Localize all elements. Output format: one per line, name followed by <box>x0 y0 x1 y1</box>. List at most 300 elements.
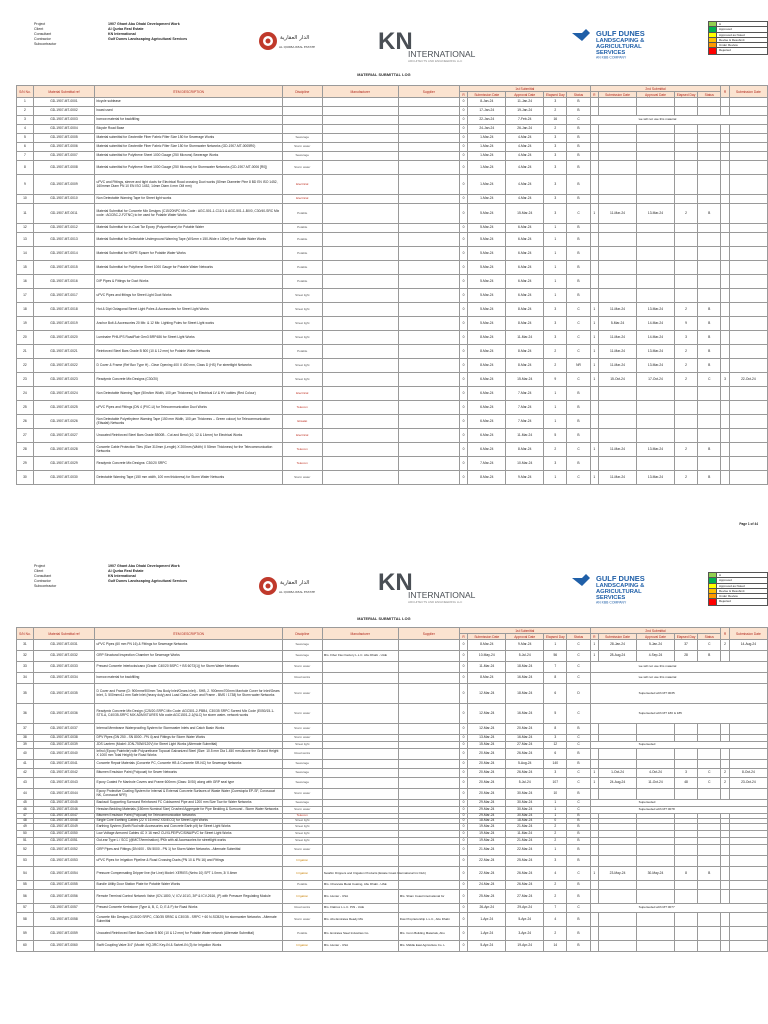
cell-elapsed <box>674 98 697 107</box>
cell-status: B <box>698 359 721 373</box>
cell-elapsed: 2 <box>544 824 567 831</box>
cell-supplier <box>398 824 459 831</box>
legend-label: A <box>719 22 722 26</box>
cell-submission-date: 11-Mar-24 <box>599 471 637 485</box>
cell-supplier <box>398 881 459 890</box>
info-label: Project <box>34 564 46 568</box>
cell-supplier <box>398 778 459 789</box>
cell-ref: GD-1907-MT-0032 <box>33 651 94 662</box>
cell-item: Single Core Earthing Cables (22 X 16 mm2 XSI/ECG) for Street Light Works <box>95 819 283 824</box>
cell-item: Material Submittal for Concrete Mix Designs (C15/20NPC Mix Code : AGC-501-1-C11/1 & AGC-501-1-B0/0, C30/40-SRC Mix code : AGCBC-2-F2TNC) to be used for Potable Water Works <box>95 204 283 224</box>
cell-rev <box>590 724 598 735</box>
col-status: Status <box>567 634 590 640</box>
cell-status: C <box>567 800 590 807</box>
cell-status <box>698 890 721 904</box>
cell-sr: 58 <box>17 913 34 927</box>
cell-approval-date: 4-Mar-24 <box>506 134 544 143</box>
cell-elapsed <box>674 457 697 471</box>
cell-elapsed <box>674 735 697 742</box>
cell-sr: 47 <box>17 814 34 819</box>
cell-approval-date: 30-Mar-24 <box>506 789 544 800</box>
cell-submission-date: 1-Mar-24 <box>468 161 506 175</box>
cell-sr: 57 <box>17 904 34 913</box>
cell-discipline: Storm water <box>282 735 322 742</box>
cell-status <box>698 429 721 443</box>
cell-status <box>698 125 721 134</box>
cell-status: C <box>567 373 590 387</box>
cell-submission-date: 11-Mar-24 <box>599 359 637 373</box>
legend-label: Revise & Resubmit <box>719 588 745 593</box>
cell-manufacturer <box>322 345 398 359</box>
client-logo-text: AL QURBA REAL ESTATE <box>279 590 315 594</box>
cell-approval-date: 4-Sep-24 <box>637 651 675 662</box>
cell-rev: 0 <box>459 107 467 116</box>
cell-elapsed: 140 <box>544 760 567 769</box>
cell-rev: 0 <box>459 735 467 742</box>
cell-supplier <box>398 845 459 856</box>
cell-rev <box>721 760 729 769</box>
legend-label: Under Review <box>719 43 738 48</box>
cell-item: borrow material for backfilling <box>95 673 283 684</box>
cell-ref: GD-1907-MT-0026 <box>33 415 94 429</box>
cell-remark: Superseded with MT 0078 <box>590 807 767 814</box>
legend-swatch <box>709 33 717 37</box>
cell-approval-date <box>637 175 675 195</box>
cell-approval-date: 15-Mar-24 <box>506 204 544 224</box>
cell-approval-date: 6-Mar-24 <box>506 233 544 247</box>
cell-submission-date <box>599 224 637 233</box>
cell-sr: 41 <box>17 760 34 769</box>
cell-discipline: Storm water <box>282 662 322 673</box>
cell-status: B <box>567 814 590 819</box>
cell-status: D <box>567 684 590 704</box>
cell-remark: we will not use this material <box>590 116 767 125</box>
cell-item: Bicycle Road Base <box>95 125 283 134</box>
cell-ref: GD-1907-MT-0006 <box>33 143 94 152</box>
cell-submission-date <box>729 443 767 457</box>
contractor-logo <box>570 572 682 604</box>
table-row <box>17 662 768 673</box>
cell-submission-date <box>599 429 637 443</box>
cell-supplier <box>398 471 459 485</box>
cell-manufacturer <box>322 640 398 651</box>
cell-status: B <box>567 890 590 904</box>
cell-approval-date: 4-Mar-24 <box>506 195 544 204</box>
cell-rev <box>590 125 598 134</box>
cell-elapsed <box>674 161 697 175</box>
cell-status: B <box>698 651 721 662</box>
cell-elapsed: 3 <box>544 735 567 742</box>
cell-rev: 0 <box>459 429 467 443</box>
cell-ref: GD-1907-MT-0044 <box>33 789 94 800</box>
cell-approval-date: 30-Mar-24 <box>506 814 544 819</box>
cell-manufacturer <box>322 831 398 838</box>
cell-elapsed <box>674 890 697 904</box>
cell-submission-date: 28-Aug-24 <box>599 651 637 662</box>
cell-ref: GD-1907-MT-0016 <box>33 275 94 289</box>
cell-supplier <box>398 345 459 359</box>
cell-rev: 0 <box>459 845 467 856</box>
cell-elapsed: 1 <box>544 800 567 807</box>
cell-supplier: M/s. Conn Building Materials, Abu <box>398 927 459 941</box>
cell-elapsed: 3 <box>544 195 567 204</box>
cell-item: Uncoated Reinforced Steel Bars Grade B500B - Cut and Bend (10, 12 & 14mm) for Electrical Works <box>95 429 283 443</box>
cell-rev <box>590 941 598 952</box>
cell-rev: 0 <box>459 401 467 415</box>
cell-elapsed <box>674 845 697 856</box>
cell-approval-date: 11-Jan-24 <box>506 98 544 107</box>
cell-sr: 48 <box>17 819 34 824</box>
cell-approval-date: 11-Oct-24 <box>637 778 675 789</box>
cell-status: B <box>698 867 721 881</box>
cell-discipline: Telecom <box>282 457 322 471</box>
cell-submission-date: 23-May-24 <box>599 867 637 881</box>
cell-rev: 0 <box>459 331 467 345</box>
cell-supplier <box>398 856 459 867</box>
cell-submission-date: 11-Mar-24 <box>599 303 637 317</box>
cell-item: uPVC Pipes for Irrigation Pipeline & Road Crossing Ducts (PN 10 & PN 16) and Fittings <box>95 856 283 867</box>
cell-sr: 32 <box>17 651 34 662</box>
cell-ref: GD-1907-MT-0002 <box>33 107 94 116</box>
cell-submission-date <box>599 125 637 134</box>
cell-status: C <box>698 778 721 789</box>
cell-rev: 1 <box>590 651 598 662</box>
client-logo-arabic: الدار العقارية <box>280 580 310 586</box>
cell-manufacturer <box>322 116 398 125</box>
cell-item: Concrete Mix Designs (C15/20 SRPC, C30/35 SRBC & C30/35 - SRPC + 60 N-SCB20) for stormwater Networks - Alternate Submittal <box>95 913 283 927</box>
cell-rev <box>721 387 729 401</box>
table-row <box>17 125 768 134</box>
cell-submission-date <box>729 401 767 415</box>
cell-item: Material submittal for Geotextile Fiber Fabric Filter Size 150 for Stormwater Networks (GD-1907-MT-0005R0) <box>95 143 283 152</box>
cell-submission-date <box>729 867 767 881</box>
cell-elapsed <box>674 749 697 760</box>
cell-submission-date: 5-Mar-24 <box>468 275 506 289</box>
cell-approval-date: 27-Mar-24 <box>506 890 544 904</box>
cell-approval-date: 5-Aug-24 <box>506 760 544 769</box>
cell-submission-date: 20-Mar-24 <box>468 789 506 800</box>
cell-rev: 1 <box>590 867 598 881</box>
cell-manufacturer <box>322 289 398 303</box>
cell-rev <box>721 415 729 429</box>
cell-submission-date <box>599 856 637 867</box>
cell-status: B <box>567 152 590 161</box>
log-page-2 <box>0 563 768 1024</box>
cell-status: B <box>698 303 721 317</box>
cell-remark: Superseded with MT 0077 <box>590 904 767 913</box>
cell-supplier <box>398 373 459 387</box>
table-row <box>17 443 768 457</box>
submittal-rows <box>17 98 768 485</box>
cell-submission-date <box>599 175 637 195</box>
cell-approval-date: 11-Mar-24 <box>506 429 544 443</box>
cell-submission-date <box>599 261 637 275</box>
cell-rev <box>721 457 729 471</box>
cell-item: Precast Concrete Kerbstone (Type A, B, C, D, E & F) for Road Works <box>95 904 283 913</box>
col-elapsed: Elapsed Day <box>544 634 567 640</box>
cell-rev <box>590 195 598 204</box>
table-row <box>17 824 768 831</box>
cell-manufacturer <box>322 224 398 233</box>
cell-approval-date <box>637 789 675 800</box>
cell-approval-date: 30-May-24 <box>637 867 675 881</box>
cell-rev <box>590 856 598 867</box>
info-label: Client <box>34 27 44 32</box>
cell-supplier <box>398 704 459 724</box>
cell-manufacturer <box>322 684 398 704</box>
cell-manufacturer <box>322 760 398 769</box>
cell-status <box>698 161 721 175</box>
cell-discipline: Irrigation <box>282 856 322 867</box>
cell-remark: Superseded with MT 0035 <box>590 684 767 704</box>
cell-approval-date: 8-Mar-24 <box>506 317 544 331</box>
cell-status: B <box>567 941 590 952</box>
col-submission-date-3: Submission Date <box>729 628 767 640</box>
cell-approval-date <box>637 429 675 443</box>
cell-submission-date: 8-Jan-24 <box>468 98 506 107</box>
cell-rev: 0 <box>459 261 467 275</box>
col-elapsed: Elapsed Day <box>544 92 567 98</box>
cell-supplier <box>398 161 459 175</box>
cell-manufacturer <box>322 807 398 814</box>
cell-ref: GD-1907-MT-0049 <box>33 824 94 831</box>
cell-ref: GD-1907-MT-0024 <box>33 387 94 401</box>
cell-approval-date <box>637 927 675 941</box>
table-row <box>17 161 768 175</box>
cell-sr: 42 <box>17 769 34 778</box>
cell-manufacturer <box>322 107 398 116</box>
cell-rev <box>721 941 729 952</box>
col-rev: R <box>721 628 729 640</box>
cell-manufacturer <box>322 175 398 195</box>
info-label: Project <box>34 22 46 26</box>
cell-discipline: Street light <box>282 819 322 824</box>
cell-approval-date <box>637 233 675 247</box>
cell-submission-date: 20-Mar-24 <box>468 778 506 789</box>
cell-item: Readymix Concrete Mix Designs (C30/20) <box>95 373 283 387</box>
table-row <box>17 143 768 152</box>
legend-swatch <box>709 43 717 47</box>
cell-item: GRP Pipes and Fittings (DN 600 - SN 5000 - PN 1) for Storm Water Networks - Alternate Submittal <box>95 845 283 856</box>
cell-status: B <box>567 824 590 831</box>
cell-elapsed: 1 <box>544 845 567 856</box>
cell-submission-date <box>599 831 637 838</box>
cell-status <box>698 275 721 289</box>
cell-elapsed: 4 <box>544 867 567 881</box>
cell-submission-date <box>729 831 767 838</box>
cell-sr: 55 <box>17 881 34 890</box>
info-label: Subcontractor <box>34 42 57 47</box>
cell-item: Material submittal for Polythene Sheet 1000 Gauge (250 Microns) for Stormwater Networks (GD-1907-MT-0006 [R0]) <box>95 161 283 175</box>
cell-elapsed: 3 <box>544 143 567 152</box>
cell-status: B <box>567 261 590 275</box>
cell-sr: 27 <box>17 429 34 443</box>
cell-status <box>698 941 721 952</box>
cell-submission-date <box>599 143 637 152</box>
cell-rev: 0 <box>459 640 467 651</box>
cell-supplier <box>398 387 459 401</box>
cell-approval-date: 26-Mar-24 <box>506 881 544 890</box>
cell-sr: 16 <box>17 275 34 289</box>
col-second-submittal: 2nd Submittal <box>590 86 721 92</box>
table-row <box>17 359 768 373</box>
cell-discipline: Potable <box>282 881 322 890</box>
cell-manufacturer <box>322 204 398 224</box>
cell-approval-date <box>637 838 675 845</box>
table-row <box>17 789 768 800</box>
legend-label: Approved as Noted <box>719 32 745 37</box>
cell-status <box>698 789 721 800</box>
cell-rev <box>721 913 729 927</box>
cell-approval-date <box>637 824 675 831</box>
cell-sr: 12 <box>17 224 34 233</box>
cell-sr: 19 <box>17 317 34 331</box>
cell-ref: GD-1907-MT-0036 <box>33 704 94 724</box>
cell-discipline: Street light <box>282 359 322 373</box>
cell-approval-date: 6-Mar-24 <box>506 247 544 261</box>
cell-status <box>698 143 721 152</box>
cell-manufacturer: M/s. Emirates Steel Industries Co. <box>322 927 398 941</box>
cell-elapsed: 3 <box>544 856 567 867</box>
cell-sr: 1 <box>17 98 34 107</box>
cell-sr: 29 <box>17 457 34 471</box>
cell-supplier: M/s. Middle East Agriculture Co. L <box>398 941 459 952</box>
cell-rev: 0 <box>459 724 467 735</box>
cell-supplier <box>398 415 459 429</box>
cell-rev: 0 <box>459 749 467 760</box>
cell-rev: 0 <box>459 789 467 800</box>
cell-item: Bitumen Emulsion Paint (Polycoat) for Sewer Networks <box>95 769 283 778</box>
cell-submission-date: 5-Mar-24 <box>468 289 506 303</box>
cell-status: B <box>698 443 721 457</box>
cell-rev: 1 <box>590 359 598 373</box>
cell-approval-date: 22-Mar-24 <box>506 845 544 856</box>
cell-elapsed: 3 <box>674 769 697 778</box>
cell-approval-date: 7-Mar-24 <box>506 387 544 401</box>
cell-submission-date <box>729 134 767 143</box>
cell-elapsed <box>674 831 697 838</box>
table-row <box>17 247 768 261</box>
cell-status <box>698 134 721 143</box>
cell-submission-date <box>729 98 767 107</box>
cell-submission-date: 20-Mar-24 <box>468 760 506 769</box>
cell-ref: GD-1907-MT-0051 <box>33 838 94 845</box>
cell-ref: GD-1907-MT-0050 <box>33 831 94 838</box>
cell-supplier <box>398 331 459 345</box>
cell-submission-date: 20-Mar-24 <box>468 769 506 778</box>
table-row <box>17 387 768 401</box>
consultant-logo <box>378 568 476 606</box>
cell-submission-date <box>729 760 767 769</box>
cell-elapsed <box>674 881 697 890</box>
cell-rev <box>721 233 729 247</box>
cell-rev: 1 <box>590 373 598 387</box>
cell-status: B <box>567 98 590 107</box>
cell-elapsed: 2 <box>544 881 567 890</box>
cell-ref: GD-1907-MT-0045 <box>33 800 94 807</box>
cell-elapsed <box>674 415 697 429</box>
cell-submission-date <box>729 913 767 927</box>
cell-elapsed: 14 <box>544 941 567 952</box>
info-label: Consultant <box>34 574 52 579</box>
cell-rev <box>590 98 598 107</box>
cell-submission-date: 21-Mar-24 <box>468 845 506 856</box>
cell-status: C <box>567 673 590 684</box>
table-row <box>17 735 768 742</box>
cell-status <box>698 735 721 742</box>
cell-approval-date: 4-Mar-24 <box>506 152 544 161</box>
client-logo <box>258 569 315 605</box>
cell-ref: GD-1907-MT-0022 <box>33 359 94 373</box>
cell-sr: 6 <box>17 143 34 152</box>
cell-supplier <box>398 443 459 457</box>
cell-elapsed <box>674 152 697 161</box>
cell-elapsed <box>674 195 697 204</box>
cell-ref: GD-1907-MT-0033 <box>33 662 94 673</box>
cell-ref: GD-1907-MT-0046 <box>33 807 94 814</box>
cell-supplier <box>398 742 459 749</box>
cell-manufacturer: M/s. Fiber Flex Factory L.L.C. Abu Dhabi - UAE <box>322 651 398 662</box>
table-row <box>17 831 768 838</box>
cell-status: C <box>698 640 721 651</box>
cell-rev: 0 <box>459 838 467 845</box>
cell-elapsed <box>674 824 697 831</box>
cell-submission-date <box>729 152 767 161</box>
table-row <box>17 769 768 778</box>
contractor-logo-line3: AGRICULTURAL <box>596 589 642 595</box>
cell-rev: 0 <box>459 345 467 359</box>
cell-elapsed: 1 <box>544 814 567 819</box>
col-second-submittal: 2nd Submittal <box>590 628 721 634</box>
cell-submission-date <box>729 735 767 742</box>
cell-submission-date <box>599 161 637 175</box>
cell-sr: 56 <box>17 890 34 904</box>
table-row <box>17 134 768 143</box>
cell-manufacturer <box>322 303 398 317</box>
cell-item: Non Detectable Warning Tape for Street light works <box>95 195 283 204</box>
cell-item: uPVC Pipes and fittings for Street Light Duct Works <box>95 289 283 303</box>
cell-status <box>698 152 721 161</box>
cell-supplier: Dow Proprietorship L.L.C., Abu Dhabi <box>398 913 459 927</box>
cell-submission-date: 5-Mar-24 <box>468 247 506 261</box>
cell-discipline: Potable <box>282 204 322 224</box>
cell-elapsed: 3 <box>544 317 567 331</box>
contractor-logo-line3: AGRICULTURAL <box>596 44 642 50</box>
cell-approval-date: 7-Feb-24 <box>506 116 544 125</box>
cell-sr: 20 <box>17 331 34 345</box>
cell-submission-date: 12-Mar-24 <box>468 704 506 724</box>
cell-remark: we will not use this material <box>590 673 767 684</box>
cell-status: C <box>567 778 590 789</box>
cell-status: C <box>567 807 590 814</box>
cell-status: B <box>567 195 590 204</box>
cell-sr: 39 <box>17 742 34 749</box>
cell-approval-date: 4-Mar-24 <box>506 161 544 175</box>
cell-rev: 0 <box>459 913 467 927</box>
cell-rev <box>721 152 729 161</box>
cell-elapsed: 2 <box>544 838 567 845</box>
cell-supplier <box>398 195 459 204</box>
cell-rev <box>590 289 598 303</box>
table-row <box>17 724 768 735</box>
cell-rev <box>590 401 598 415</box>
cell-item: Concrete Repair Materials (Concrete PC, Concrete HB & Concrete SR-NC) for Sewerage Networks <box>95 760 283 769</box>
cell-elapsed: 2 <box>674 443 697 457</box>
col-ref: Material Submittal ref <box>33 628 94 640</box>
contractor-logo-line1: GULF DUNES <box>596 29 645 38</box>
cell-status: B <box>567 927 590 941</box>
cell-item: Material Submittal for HDPE Spacer for Potable Water Works <box>95 247 283 261</box>
